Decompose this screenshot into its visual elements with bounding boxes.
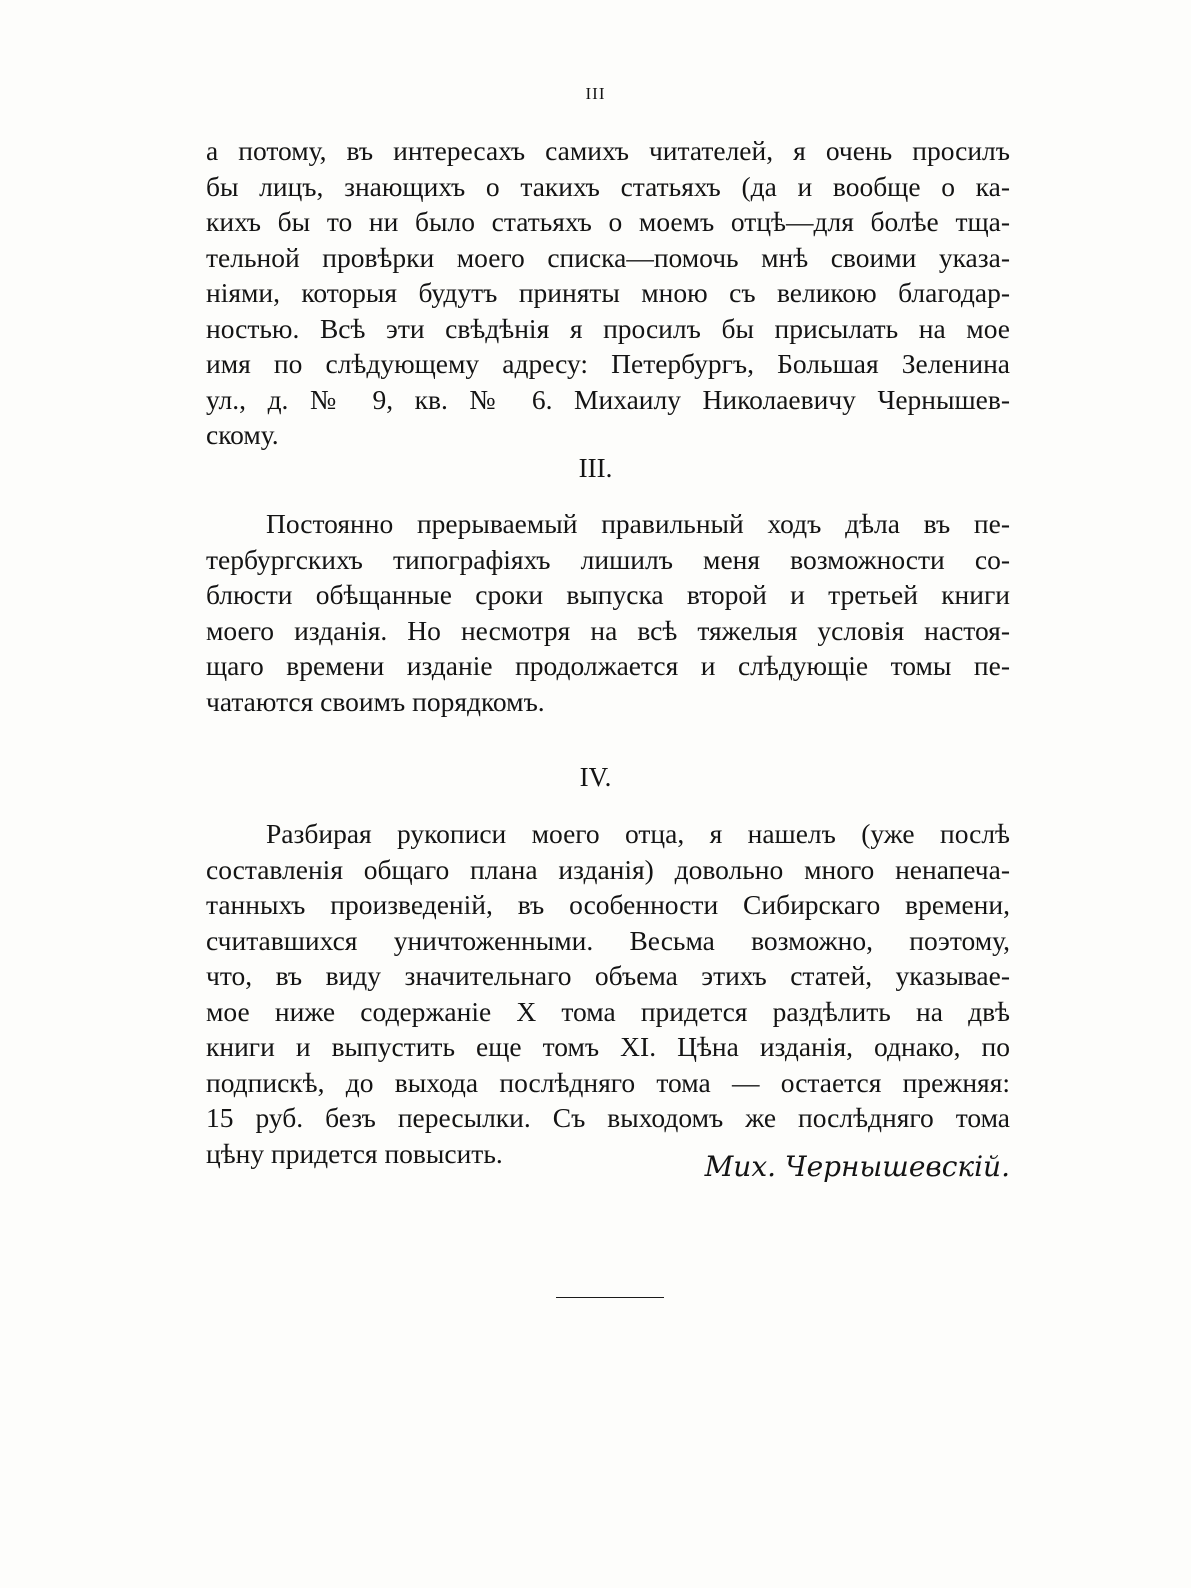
text-line: тербургскихъ типографіяхъ лишилъ меня возможности со- bbox=[206, 543, 1010, 575]
section-4-paragraph bbox=[206, 816, 1010, 1171]
text-line: мое ниже содержаніе X тома придется раздѣлить на двѣ bbox=[206, 995, 1010, 1027]
text-line: бы лицъ, знающихъ о такихъ статьяхъ (да и вообще о ка- bbox=[206, 170, 1010, 202]
text-line: тельной провѣрки моего списка—помочь мнѣ своими указа- bbox=[206, 241, 1010, 273]
closing-rule-divider bbox=[556, 1297, 664, 1298]
text-line: что, въ виду значительнаго объема этихъ статей, указывае- bbox=[206, 960, 1010, 991]
section-heading-4: IV. bbox=[579, 762, 612, 792]
text-line: танныхъ произведеній, въ особенности Сибирскаго времени, bbox=[206, 889, 1010, 920]
text-line: цѣну придется повысить. bbox=[206, 1137, 503, 1169]
text-line: скому. bbox=[206, 419, 279, 450]
text-line: Разбирая рукописи моего отца, я нашелъ (уже послѣ bbox=[266, 818, 1010, 849]
text-line: книги и выпустить еще томъ XI. Цѣна изданія, однако, по bbox=[206, 1031, 1010, 1062]
text-line: кихъ бы то ни было статьяхъ о моемъ отцѣ—для болѣе тща- bbox=[206, 206, 1010, 237]
text-line: ул., д. № 9, кв. № 6. Михаилу Николаевичу Чернышев- bbox=[206, 383, 1010, 415]
text-line: чатаются своимъ порядкомъ. bbox=[206, 685, 545, 717]
text-line: щаго времени изданіе продолжается и слѣдующіе томы пе- bbox=[206, 650, 1010, 681]
text-line: ніями, которыя будутъ приняты мною съ великою благодар- bbox=[206, 277, 1010, 308]
author-signature: Мих. Чернышевскій. bbox=[704, 1150, 1010, 1183]
text-line: ностью. Всѣ эти свѣдѣнія я просилъ бы присылать на мое bbox=[206, 312, 1010, 344]
text-line: а потому, въ интересахъ самихъ читателей, я очень просилъ bbox=[206, 135, 1010, 166]
text-line: подпискѣ, до выхода послѣдняго тома — остается прежняя: bbox=[206, 1066, 1010, 1098]
text-line: считавшихся уничтоженными. Весьма возможно, поэтому, bbox=[206, 924, 1010, 956]
text-line: Постоянно прерываемый правильный ходъ дѣла въ пе- bbox=[266, 508, 1010, 539]
text-line: имя по слѣдующему адресу: Петербургъ, Большая Зеленина bbox=[206, 348, 1010, 379]
intro-paragraph bbox=[206, 133, 1010, 453]
page-number: III bbox=[585, 84, 606, 103]
section-heading-3: III. bbox=[578, 453, 613, 483]
text-line: составленія общаго плана изданія) довольно много ненапеча- bbox=[206, 853, 1010, 885]
text-line: блюсти обѣщанные сроки выпуска второй и третьей книги bbox=[206, 579, 1010, 610]
text-line: 15 руб. безъ пересылки. Съ выходомъ же послѣдняго тома bbox=[206, 1102, 1010, 1133]
text-line: моего изданія. Но несмотря на всѣ тяжелыя условія настоя- bbox=[206, 614, 1010, 646]
section-3-paragraph bbox=[206, 506, 1010, 719]
